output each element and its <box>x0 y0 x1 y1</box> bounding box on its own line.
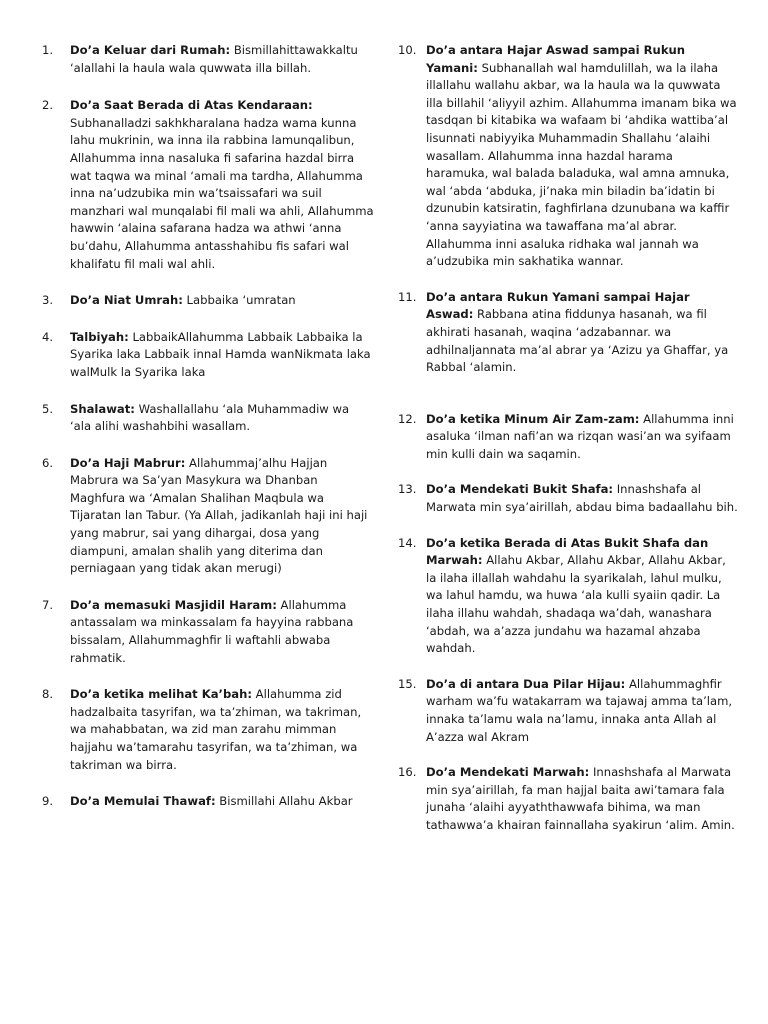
list-item <box>398 42 738 271</box>
list-item <box>398 764 738 834</box>
item-title: Do’a Niat Umrah: <box>70 293 183 308</box>
item-body <box>70 401 372 436</box>
item-body <box>426 411 738 464</box>
item-number: 2. <box>42 98 54 113</box>
item-text: Allahumma antassalam wa minkassalam fa hayyina rabbana bissalam, Allahummaghfir li waftahli abwaba rahmatik. <box>70 597 354 665</box>
list-item <box>398 411 738 464</box>
item-number: 14. <box>398 535 417 550</box>
list-item <box>398 481 738 516</box>
item-number: 8. <box>42 687 54 702</box>
item-text: Allahummaj’alhu Hajjan Mabrura wa Sa’yan Masykura wa Dhanban Maghfura wa ‘Amalan Shalihan Maqbula wa Tijaratan lan Tabur. (Ya Allah, jadikanlah haji ini haji yang mabrur, sai yang dihargai, dosa yang diampuni, amalan shalih yang diterima dan perniagaan yang tidak akan merugi) <box>70 455 368 576</box>
item-body <box>426 42 738 271</box>
list-item <box>42 597 372 667</box>
item-text: LabbaikAllahumma Labbaik Labbaika la Syarika laka Labbaik innal Hamda wanNikmata laka walMulk la Syarika laka <box>70 329 371 379</box>
item-text: Innashshafa al Marwata min sya’airillah, fa man hajjal baita awi’tamara fala junaha ‘alaihi ayyaththawwafa bihima, wa man tathawwa’a khairan fainnallaha syakirun ‘alim. Amin. <box>426 765 735 832</box>
item-body <box>70 42 372 77</box>
item-title: Do’a Mendekati Bukit Shafa: <box>426 482 614 497</box>
item-body <box>70 597 372 667</box>
item-body <box>70 292 372 310</box>
item-number: 6. <box>42 455 54 470</box>
item-body <box>426 676 738 746</box>
item-text: Allahummaghfir warham wa’fu watakarram wa tajawaj amma ta’lam, innaka ta’lamu wala na’lamu, innaka anta Allah al A’azza wal Akram <box>426 676 733 744</box>
item-number: 4. <box>42 329 54 344</box>
item-number: 13. <box>398 482 417 497</box>
item-text: Bismillahi Allahu Akbar <box>219 794 353 809</box>
item-title: Do’a ketika melihat Ka’bah: <box>70 687 252 702</box>
item-text: Bismillahittawakkaltu ‘alallahi la haula wala quwwata illa billah. <box>70 43 358 75</box>
item-body <box>70 686 378 774</box>
item-number: 12. <box>398 411 417 426</box>
item-title: Do’a antara Rukun Yamani sampai Hajar Aswad: <box>426 289 690 322</box>
item-body <box>426 481 738 516</box>
list-item <box>398 535 738 658</box>
item-title: Do’a di antara Dua Pilar Hijau: <box>426 676 626 691</box>
item-body <box>426 535 738 658</box>
list-item <box>42 42 372 77</box>
item-text: Rabbana atina fiddunya hasanah, wa fil akhirati hasanah, waqina ‘adzabannar. wa adhilnaljannata ma’al abrar ya ‘Azizu ya Ghaffar, ya Rabbal ‘alamin. <box>426 307 729 375</box>
list-item <box>42 455 372 578</box>
item-body <box>70 97 378 273</box>
list-item <box>42 793 372 811</box>
item-title: Do’a Haji Mabrur: <box>70 455 186 470</box>
item-title: Shalawat: <box>70 401 135 416</box>
list-item <box>42 292 372 310</box>
list-item <box>42 686 372 774</box>
item-title: Do’a memasuki Masjidil Haram: <box>70 597 277 612</box>
item-text: Washallallahu ‘ala Muhammadiw wa ‘ala alihi washahbihi wasallam. <box>70 401 350 434</box>
item-number: 9. <box>42 794 54 809</box>
item-number: 11. <box>398 289 417 304</box>
item-number: 10. <box>398 43 417 57</box>
item-title: Talbiyah: <box>70 329 129 344</box>
item-text: Innashshafa al Marwata min sya’airillah, abdau bima badaallahu bih. <box>426 482 738 515</box>
item-title: Do’a Memulai Thawaf: <box>70 794 216 809</box>
item-body <box>70 793 372 811</box>
right-column <box>398 42 738 835</box>
item-text: Subhanalladzi sakhkharalana hadza wama kunna lahu mukrinin, wa inna ila rabbina lamunqalibun, Allahumma inna nasaluka fi safarina hazdal birra wat taqwa wa minal ‘amali ma tardha, Allahumma inna na’udzubika min wa’tsaissafari wa suil manzhari wal munqalabi fil mali wa ahli, Allahumma hawwin ‘alaina safarana hadza wa athwi ‘anna bu’dahu, Allahumma antasshahibu fis safari wal khalifatu fil mali wal ahli. <box>70 115 374 271</box>
item-number: 1. <box>42 43 54 57</box>
item-title: Do’a Saat Berada di Atas Kendaraan: <box>70 98 313 113</box>
item-title: Do’a Keluar dari Rumah: <box>70 43 231 57</box>
item-body <box>426 289 738 377</box>
item-number: 7. <box>42 597 54 612</box>
item-title: Do’a ketika Minum Air Zam-zam: <box>426 411 640 426</box>
item-body <box>70 455 372 578</box>
item-text: Labbaika ‘umratan <box>186 293 296 308</box>
item-number: 5. <box>42 401 54 416</box>
item-body <box>70 329 378 382</box>
list-item <box>42 329 372 382</box>
left-column <box>42 42 372 811</box>
item-text: Allahumma inni asaluka ‘ilman nafi’an wa rizqan wasi’an wa syifaam min kulli dain wa saqamin. <box>426 411 734 461</box>
list-item <box>398 676 738 746</box>
item-text: Allahu Akbar, Allahu Akbar, Allahu Akbar, la ilaha illallah wahdahu la syarikalah, lahul mulku, wa lahul hamdu, wa huwa ‘ala kulli syaiin qadir. La ilaha illahu wahdah, shadaqa wa’dah, wanashara ‘abdah, wa a’azza jundahu wa hazamal ahzaba wahdah. <box>426 553 726 656</box>
item-body <box>426 764 738 834</box>
item-text: Subhanallah wal hamdulillah, wa la ilaha illallahu wallahu akbar, wa la haula wa la quwwata illa billahil ‘aliyyil azhim. Allahumma imanam bika wa tasdqan bi kitabika wa wafaam bi ‘ahdika wattiba’al lisunnati nabiyyika Muhammadin Shallahu ‘alaihi wasallam. Allahumma inna hazdal harama haramuka, wal balada baladuka, wal amna amnuka, wal ‘abda ‘abduka, ji’naka min biladin ba’idatin bi dzunubin katsiratin, faghfirlana dzunubana wa kaffir ‘anna sayyiatina wa tawaffana ma’al abrar. Allahumma inni asaluka ridhaka wal jannah wa a’udzubika min sakhatika wannar. <box>426 60 737 269</box>
list-item <box>42 97 372 273</box>
list-item <box>398 289 738 377</box>
item-number: 3. <box>42 293 54 308</box>
item-title: Do’a ketika Berada di Atas Bukit Shafa dan Marwah: <box>426 535 709 568</box>
item-title: Do’a Mendekati Marwah: <box>426 765 590 780</box>
item-number: 15. <box>398 676 417 691</box>
item-text: Allahumma zid hadzalbaita tasyrifan, wa ta’zhiman, wa takriman, wa mahabbatan, wa zid man zarahu mimman hajjahu wa’tamarahu tasyrifan, wa ta’zhiman, wa takriman wa birra. <box>70 687 362 772</box>
item-number: 16. <box>398 765 417 780</box>
list-item <box>42 401 372 436</box>
item-title: Do’a antara Hajar Aswad sampai Rukun Yamani: <box>426 43 686 75</box>
